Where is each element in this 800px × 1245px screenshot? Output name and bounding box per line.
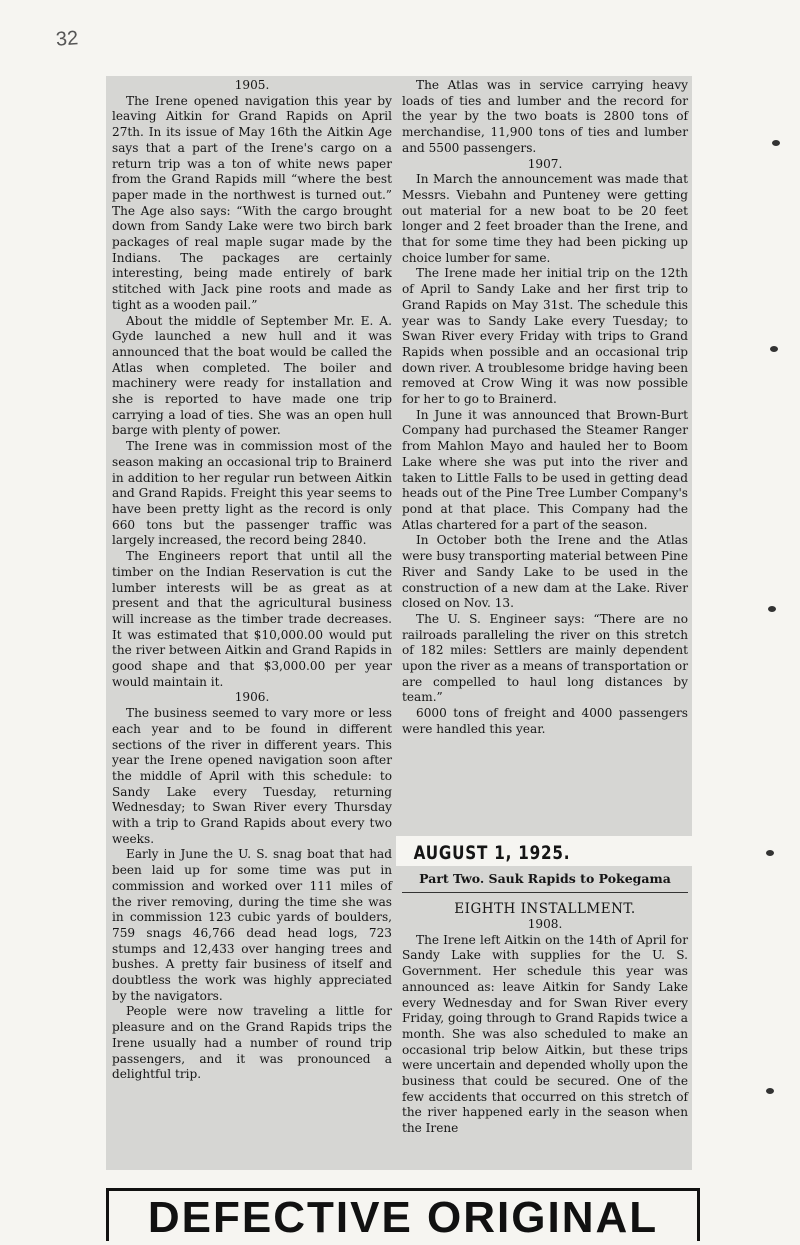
binder-hole-icon (770, 346, 778, 352)
year-heading-1907: 1907. (527, 156, 563, 171)
paragraph: The Irene made her initial trip on the 12th of April to Sandy Lake and her first trip to Grand Rapids on May 31st. The schedule this year was to Sandy Lake every Tuesday; to Swan River every Friday with trips to Grand Rapids when possible and an occasional trip down river. A troublesome bridge having been removed at Crow Wing it was now possible for her to go to Brainerd. (402, 266, 688, 407)
paragraph: The U. S. Engineer says: “There are no railroads paralleling the river on this stretch of 182 miles: Settlers are mainly dependent upon the river as a means of transportation or are compelled to haul long distances by team.” (402, 611, 688, 705)
binder-hole-icon (772, 140, 780, 146)
paragraph: The Irene was in commission most of the season making an occasional trip to Brainerd in addition to her regular run between Aitkin and Grand Rapids. Freight this year seems to have been pretty light as the record is only 660 tons but the passenger traffic was largely increased, the record being 2840. (112, 439, 392, 548)
binder-hole-icon (766, 1088, 774, 1094)
binder-hole-icon (766, 850, 774, 856)
right-column-top-text (396, 76, 692, 738)
paragraph: 6000 tons of freight and 4000 passengers were handled this year. (402, 706, 688, 736)
right-column-top-clipping (396, 76, 692, 836)
paragraph: About the middle of September Mr. E. A. Gyde launched a new hull and it was announced that the boat would be called the Atlas when completed. The boiler and machinery were ready for installation and she is reported to have made one trip carrying a load of ties. She was an open hull barge with plenty of power. (112, 313, 392, 438)
paragraph: In March the announcement was made that Messrs. Viebahn and Punteney were getting out material for a new boat to be 20 feet longer and 2 feet broader than the Irene, and that for some time they had been picking up choice lumber for same. (402, 172, 688, 265)
installment-title: EIGHTH INSTALLMENT. (454, 901, 636, 917)
right-column-bottom-text (396, 866, 692, 1137)
part-title: Part Two. Sauk Rapids to Pokegama (402, 870, 688, 893)
paragraph: The Irene opened navigation this year by leaving Aitkin for Grand Rapids on April 27th. In its issue of May 16th the Aitkin Age says that a part of the Irene's cargo on a return trip was a ton of white news paper from the Grand Rapids mill “where the best paper made in the northwest is turned out.” The Age also says: “With the cargo brought down from Sandy Lake were two birch bark packages of real maple sugar made by the Indians. The packages are certainly interesting, being made entirely of bark stitched with Jack pine roots and made as tight as a wooden pail.” (112, 93, 392, 312)
paragraph: In October both the Irene and the Atlas were busy transporting material between Pine River and Sandy Lake to be used in the construction of a new dam at the Lake. River closed on Nov. 13. (402, 533, 688, 611)
page-number: 32 (55, 27, 79, 51)
right-column-bottom-clipping (396, 866, 692, 1170)
year-heading-1906: 1906. (234, 690, 270, 705)
paragraph: Early in June the U. S. snag boat that had been laid up for some time was put in commission and worked over 111 miles of the river removing, during the time she was in commission 123 cubic yards of boulders, 759 snags 46,766 dead head logs, 723 stumps and 12,433 over hanging trees and bushes. A pretty fair business of itself and doubtless the work was highly appreciated by the navigators. (112, 847, 392, 1003)
left-column-text (106, 76, 396, 1083)
paragraph: The Irene left Aitkin on the 14th of April for Sandy Lake with supplies for the U. S. Government. Her schedule this year was announced as: leave Aitkin for Sandy Lake every Wednesday and for Swan River every Friday, going through to Grand Rapids twice a month. She was also scheduled to make an occasional trip below Aitkin, but these trips were uncertain and depended wholly upon the business that could be secured. One of the few accidents that occurred on this stretch of the river happened early in the season when the Irene (402, 932, 688, 1136)
year-heading-1905: 1905. (234, 78, 270, 92)
date-banner: AUGUST 1, 1925. (400, 838, 584, 868)
paragraph: The business seemed to vary more or less each year and to be found in different sections of the river in different years. This year the Irene opened navigation soon after the middle of April with this schedule: to Sandy Lake every Tuesday, returning Wednesday; to Swan River every Thursday with a trip to Grand Rapids about every two weeks. (112, 706, 392, 846)
binder-hole-icon (768, 606, 776, 612)
left-column-clipping (106, 76, 396, 1170)
paragraph: People were now traveling a little for pleasure and on the Grand Rapids trips the Irene usually had a number of round trip passengers, and it was pronounced a delightful trip. (112, 1004, 392, 1082)
defective-original-stamp: DEFECTIVE ORIGINAL (106, 1188, 700, 1241)
paragraph: In June it was announced that Brown-Burt Company had purchased the Steamer Ranger from Mahlon Mayo and hauled her to Boom Lake where she was put into the river and taken to Little Falls to be used in getting dead heads out of the Pine Tree Lumber Company's pond at that place. This Company had the Atlas chartered for a part of the season. (402, 407, 688, 532)
year-heading-1908: 1908. (527, 917, 563, 931)
paragraph: The Atlas was in service carrying heavy loads of ties and lumber and the record for the year by the two boats is 2800 tons of merchandise, 11,900 tons of ties and lumber and 5500 passengers. (402, 78, 688, 155)
paragraph: The Engineers report that until all the timber on the Indian Reservation is cut the lumber interests will be as great as at present and that the agricultural business will increase as the timber trade decreases. It was estimated that $10,000.00 would put the river between Aitkin and Grand Rapids in good shape and that $3,000.00 per year would maintain it. (112, 549, 392, 689)
